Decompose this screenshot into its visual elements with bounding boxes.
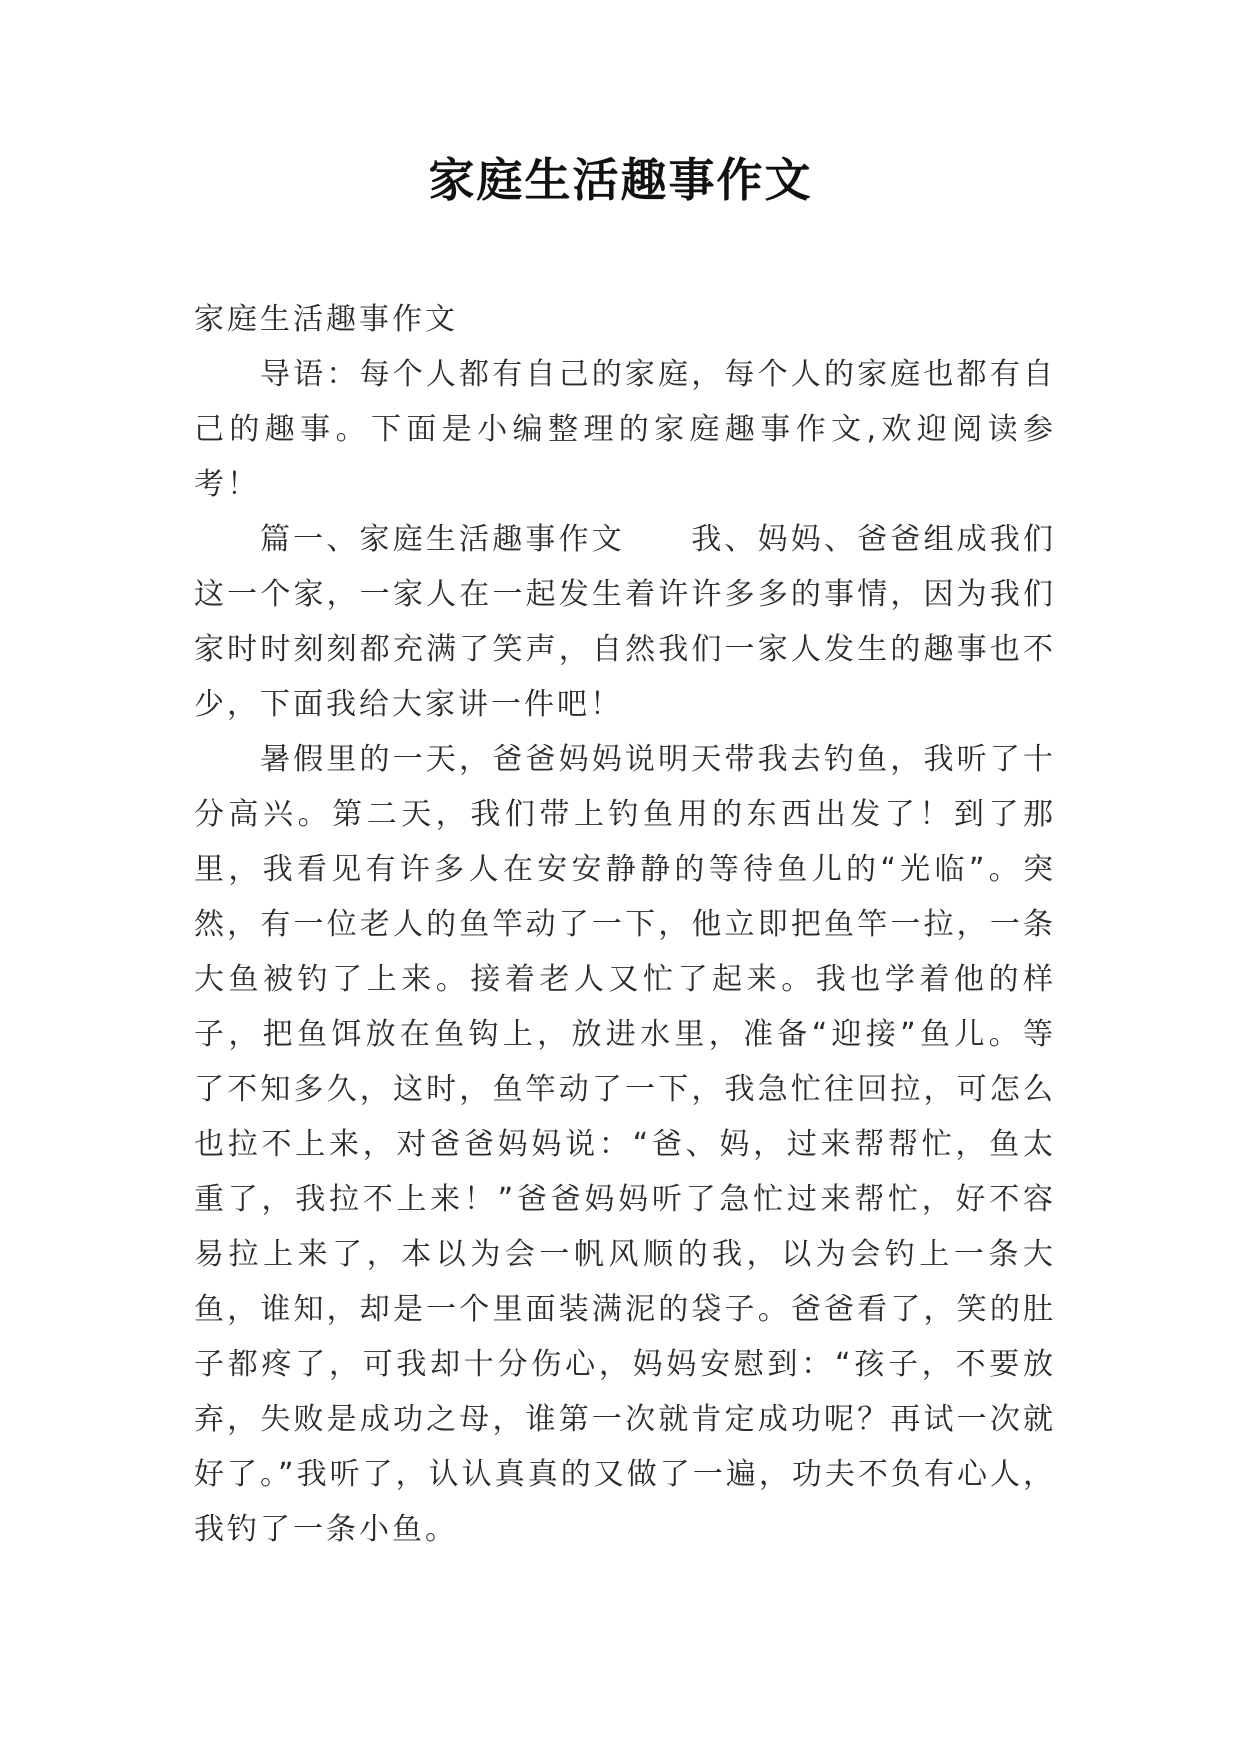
- essay-one-opening-paragraph: 篇一、家庭生活趣事作文 我、妈妈、爸爸组成我们这一个家，一家人在一起发生着许许多多的事情，因为我们家时时刻刻都充满了笑声，自然我们一家人发生的趣事也不少，下面我给大家讲一件吧！: [194, 522, 1056, 722]
- fishing-story-paragraph: 暑假里的一天，爸爸妈妈说明天带我去钓鱼，我听了十分高兴。第二天，我们带上钓鱼用的东西出发了！到了那里，我看见有许多人在安安静静的等待鱼儿的“光临”。突然，有一位老人的鱼竿动了一下，他立即把鱼竿一拉，一条大鱼被钓了上来。接着老人又忙了起来。我也学着他的样子，把鱼饵放在鱼钩上，放进水里，准备“迎接”鱼儿。等了不知多久，这时，鱼竿动了一下，我急忙往回拉，可怎么也拉不上来，对爸爸妈妈说：“爸、妈，过来帮帮忙，鱼太重了，我拉不上来！”爸爸妈妈听了急忙过来帮忙，好不容易拉上来了，本以为会一帆风顺的我，以为会钓上一条大鱼，谁知，却是一个里面装满泥的袋子。爸爸看了，笑的肚子都疼了，可我却十分伤心，妈妈安慰到：“孩子，不要放弃，失败是成功之母，谁第一次就肯定成功呢？再试一次就好了。”我听了，认认真真的又做了一遍，功夫不负有心人，我钓了一条小鱼。: [194, 742, 1056, 1547]
- document-title: 家庭生活趣事作文: [428, 153, 813, 207]
- body-heading: 家庭生活趣事作文: [194, 302, 458, 337]
- document-body: [194, 292, 1056, 1557]
- intro-paragraph: 导语：每个人都有自己的家庭，每个人的家庭也都有自己的趣事。下面是小编整理的家庭趣事作文,欢迎阅读参考！: [194, 357, 1056, 502]
